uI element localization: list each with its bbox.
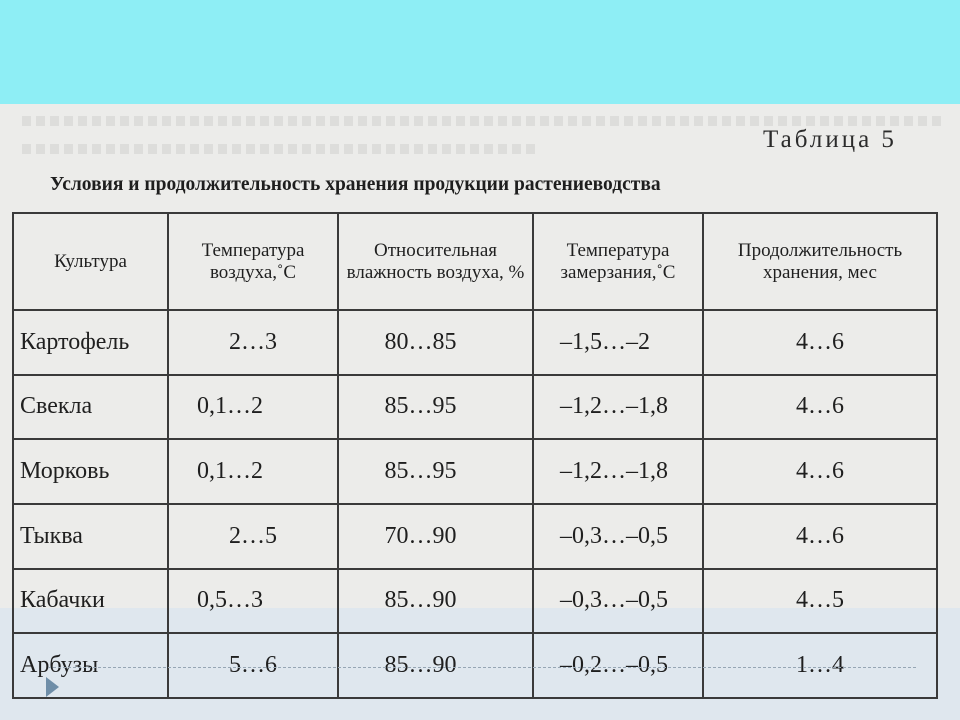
cell-humidity: 80…85	[338, 310, 533, 375]
column-header-air-temperature: Температура воздуха,˚С	[168, 213, 338, 310]
table-row	[13, 375, 937, 440]
table-row	[13, 310, 937, 375]
column-header-freezing-temperature: Температура замерзания,˚С	[533, 213, 703, 310]
cell-freezing-temperature: –1,2…–1,8	[533, 375, 703, 440]
table-caption: Таблица 5	[763, 126, 897, 153]
column-header-storage-duration: Продолжительность хранения, мес	[703, 213, 937, 310]
cell-crop: Морковь	[13, 439, 168, 504]
table-row	[13, 569, 937, 634]
cell-storage-duration: 1…4	[703, 633, 937, 698]
cell-air-temperature: 0,1…2	[168, 439, 338, 504]
cell-freezing-temperature: –1,5…–2	[533, 310, 703, 375]
cell-freezing-temperature: –0,3…–0,5	[533, 569, 703, 634]
scanned-table-image	[0, 104, 960, 679]
column-header-crop: Культура	[13, 213, 168, 310]
cell-air-temperature: 2…5	[168, 504, 338, 569]
cell-storage-duration: 4…6	[703, 375, 937, 440]
cell-storage-duration: 4…6	[703, 504, 937, 569]
column-header-humidity: Относительная влажность воздуха, %	[338, 213, 533, 310]
cell-air-temperature: 2…3	[168, 310, 338, 375]
cell-freezing-temperature: –0,2…–0,5	[533, 633, 703, 698]
next-slide-arrow-icon[interactable]	[46, 677, 59, 697]
cell-crop: Свекла	[13, 375, 168, 440]
table-header-row	[13, 213, 937, 310]
slide-header-band	[0, 0, 960, 104]
cell-storage-duration: 4…6	[703, 310, 937, 375]
table-row	[13, 439, 937, 504]
storage-conditions-table	[12, 212, 938, 699]
cell-crop: Картофель	[13, 310, 168, 375]
cell-humidity: 85…95	[338, 375, 533, 440]
cell-crop: Кабачки	[13, 569, 168, 634]
cell-air-temperature: 0,1…2	[168, 375, 338, 440]
table-row	[13, 504, 937, 569]
cell-storage-duration: 4…5	[703, 569, 937, 634]
cell-air-temperature: 0,5…3	[168, 569, 338, 634]
cell-storage-duration: 4…6	[703, 439, 937, 504]
bleed-through-text	[22, 116, 942, 126]
table-title: Условия и продолжительность хранения продукции растениеводства	[50, 174, 661, 195]
cell-crop: Тыква	[13, 504, 168, 569]
bleed-through-text	[22, 144, 540, 154]
cell-freezing-temperature: –1,2…–1,8	[533, 439, 703, 504]
table-row	[13, 633, 937, 698]
cell-humidity: 85…90	[338, 569, 533, 634]
cell-crop: Арбузы	[13, 633, 168, 698]
footer-divider	[48, 667, 916, 668]
cell-freezing-temperature: –0,3…–0,5	[533, 504, 703, 569]
cell-humidity: 70…90	[338, 504, 533, 569]
cell-air-temperature: 5…6	[168, 633, 338, 698]
cell-humidity: 85…90	[338, 633, 533, 698]
cell-humidity: 85…95	[338, 439, 533, 504]
